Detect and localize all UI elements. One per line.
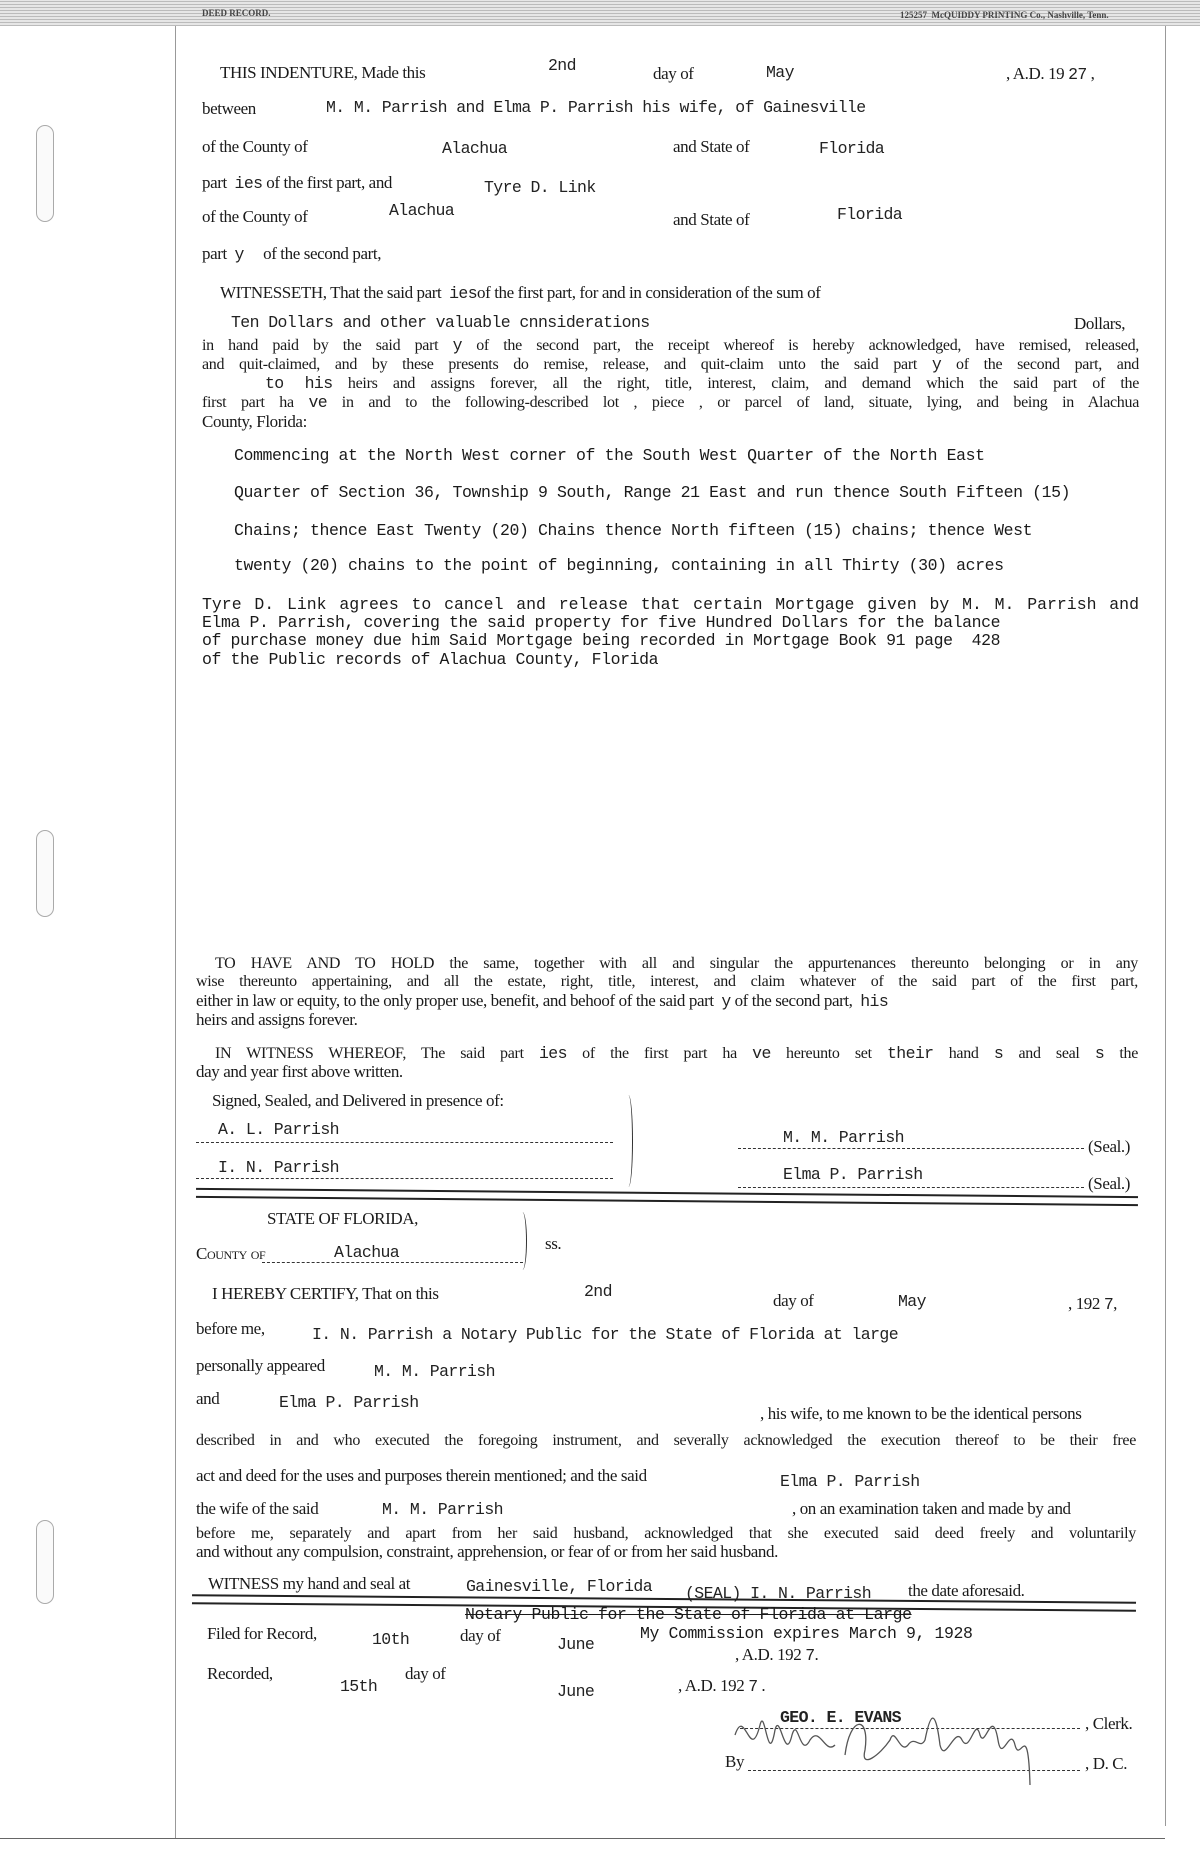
typed-entry: Elma P. Parrish bbox=[780, 1472, 920, 1491]
printed-text: and State of bbox=[673, 137, 750, 156]
text-line-c4b bbox=[279, 1393, 419, 1412]
printed-text: of the first part, for and in consideration of the sum of bbox=[477, 283, 821, 302]
text-line-c8 bbox=[196, 1525, 1136, 1543]
printed-text: Elma P. Parrish, covering the said property for five Hundred Dollars for the balance bbox=[202, 613, 1001, 632]
typed-entry: 10th bbox=[372, 1630, 410, 1649]
text-line-c2b bbox=[312, 1325, 898, 1344]
text-line-l6 bbox=[202, 245, 381, 264]
printed-text: between bbox=[202, 99, 256, 118]
left-margin-rule bbox=[175, 26, 176, 1838]
printed-text: , Clerk. bbox=[1085, 1714, 1133, 1733]
typed-entry: y bbox=[721, 992, 731, 1011]
printed-text: hand bbox=[948, 1045, 994, 1062]
typed-entry: Tyre D. Link bbox=[484, 178, 596, 197]
printed-text: Commencing at the North West corner of the South West Quarter of the North East bbox=[234, 446, 985, 465]
typed-entry: 7 bbox=[805, 1646, 815, 1665]
text-line-c7a bbox=[196, 1500, 318, 1518]
printed-text: THIS INDENTURE, Made this bbox=[220, 63, 426, 82]
bottom-rule bbox=[0, 1838, 1165, 1839]
text-line-r1c bbox=[405, 1665, 446, 1683]
printed-text: DEED RECORD. bbox=[202, 8, 271, 18]
text-line-w2 bbox=[196, 1063, 403, 1081]
printed-text: IN WITNESS WHEREOF, The said part bbox=[215, 1045, 539, 1062]
text-line-l8a bbox=[231, 313, 650, 332]
text-line-c4c bbox=[760, 1405, 1081, 1423]
printed-text: , A.D. 192 bbox=[678, 1676, 749, 1695]
text-line-l4a bbox=[202, 174, 392, 193]
text-line-s1 bbox=[212, 1092, 504, 1110]
text-line-c6b bbox=[780, 1472, 920, 1491]
text-line-h4 bbox=[196, 1011, 357, 1029]
printed-text: day and year first above written. bbox=[196, 1062, 403, 1081]
grantor-signature-line bbox=[738, 1148, 1084, 1149]
county-line bbox=[262, 1262, 523, 1263]
text-line-l3a bbox=[202, 138, 308, 156]
printed-text: twenty (20) chains to the point of beginning, containing in all Thirty (30) acres bbox=[234, 556, 1004, 575]
text-line-clerk-name bbox=[780, 1708, 901, 1727]
typed-entry: M. M. Parrish and Elma P. Parrish his wife, of Gainesville bbox=[326, 98, 866, 117]
typed-entry: I. N. Parrish a Notary Public for the State of Florida at large bbox=[312, 1325, 899, 1344]
text-line-l3b bbox=[442, 139, 507, 158]
printed-text: part bbox=[202, 173, 235, 192]
grantor-signature-line bbox=[738, 1187, 1084, 1188]
printed-text: hereunto set bbox=[786, 1045, 887, 1062]
witness-signature-line bbox=[196, 1178, 613, 1179]
printed-text: ss. bbox=[545, 1234, 562, 1253]
text-line-n2 bbox=[640, 1625, 973, 1643]
text-line-county-val bbox=[334, 1243, 399, 1262]
text-line-d3 bbox=[234, 522, 1032, 540]
printed-text: 125257 McQUIDDY PRINTING Co., Nashville, Tenn. bbox=[900, 10, 1109, 20]
typed-entry: 7 bbox=[1103, 1295, 1114, 1314]
printed-text: in and to the following-described lot , piece , or parcel of land, situate, lying, and being in Alachua bbox=[341, 394, 1139, 411]
printed-text: STATE OF FLORIDA, bbox=[267, 1209, 418, 1228]
text-line-c7c bbox=[792, 1500, 1071, 1518]
text-line-r1e bbox=[678, 1677, 765, 1696]
printed-text: either in law or equity, to the only proper use, benefit, and behoof of the said part bbox=[196, 991, 722, 1010]
printed-text: in hand paid by the said part bbox=[202, 337, 453, 354]
printed-text: before me, bbox=[196, 1319, 265, 1338]
text-line-c10b bbox=[466, 1577, 652, 1596]
text-line-c10a bbox=[208, 1575, 410, 1593]
typed-entry: 2nd bbox=[548, 56, 576, 75]
typed-entry: 15th bbox=[340, 1677, 378, 1696]
text-line-p2 bbox=[202, 356, 1139, 374]
right-margin-rule bbox=[1165, 26, 1166, 1826]
text-line-c10c bbox=[685, 1584, 871, 1603]
printed-text: day of bbox=[773, 1291, 814, 1310]
text-line-l3d bbox=[819, 139, 884, 158]
printed-text: (Seal.) bbox=[1088, 1137, 1131, 1156]
text-line-c4a bbox=[196, 1390, 219, 1408]
printed-text: Dollars, bbox=[1074, 314, 1126, 333]
printed-text: heirs and assigns forever. bbox=[196, 1010, 358, 1029]
section-divider bbox=[196, 1188, 1138, 1206]
printed-text: day of bbox=[653, 64, 694, 83]
text-line-l1d bbox=[766, 63, 794, 82]
typed-entry: Elma P. Parrish bbox=[279, 1393, 419, 1412]
typed-entry: 27 bbox=[1068, 65, 1087, 84]
text-line-county bbox=[196, 1245, 265, 1263]
text-line-n1 bbox=[465, 1606, 912, 1624]
typed-entry: to his bbox=[265, 374, 333, 393]
printed-text: of the second part, the receipt whereof is hereby acknowledged, have remised, released, bbox=[476, 337, 1139, 354]
text-line-l7 bbox=[220, 284, 821, 303]
printed-text: of the second part, bbox=[243, 244, 382, 263]
text-line-seal1 bbox=[1088, 1138, 1130, 1156]
text-line-r1a bbox=[207, 1665, 273, 1683]
text-line-hdr-left bbox=[202, 8, 271, 19]
typed-entry: M. M. Parrish bbox=[783, 1128, 904, 1147]
text-line-c10d bbox=[908, 1582, 1025, 1600]
typed-entry: his bbox=[860, 992, 889, 1011]
printed-text: (Seal.) bbox=[1088, 1174, 1131, 1193]
typed-entry: ies bbox=[449, 284, 477, 303]
text-line-clerk-label bbox=[1085, 1715, 1132, 1733]
printed-text: My Commission expires March 9, 1928 bbox=[640, 1624, 973, 1643]
text-line-l5c bbox=[673, 211, 749, 229]
text-line-l3c bbox=[673, 138, 749, 156]
typed-entry: s bbox=[1094, 1044, 1105, 1063]
text-line-ss bbox=[545, 1235, 561, 1253]
text-line-w1 bbox=[215, 1045, 1138, 1063]
text-line-c9 bbox=[196, 1543, 778, 1561]
text-line-seal2 bbox=[1088, 1175, 1130, 1193]
printed-text: the date aforesaid. bbox=[908, 1581, 1025, 1600]
text-line-h2 bbox=[196, 973, 1138, 991]
printed-text: of the County of bbox=[202, 207, 308, 226]
text-line-p3 bbox=[265, 375, 1139, 393]
printed-text: of purchase money due him Said Mortgage being recorded in Mortgage Book 91 page 428 bbox=[202, 631, 1001, 650]
text-line-c1d bbox=[898, 1292, 926, 1311]
typed-entry: 7 bbox=[748, 1677, 758, 1696]
text-line-c1b bbox=[584, 1282, 612, 1301]
printed-text: I HEREBY CERTIFY, That on this bbox=[212, 1284, 439, 1303]
printed-text: TO HAVE AND TO HOLD the same, together with all and singular the appurtenances thereunto belonging or in any bbox=[215, 955, 1138, 972]
text-line-m2 bbox=[202, 614, 1000, 632]
text-line-sig2 bbox=[783, 1165, 923, 1184]
text-line-m3 bbox=[202, 632, 1000, 650]
typed-entry: 2nd bbox=[584, 1282, 612, 1301]
text-line-l1a bbox=[220, 64, 425, 82]
typed-entry: A. L. Parrish bbox=[218, 1120, 339, 1139]
printed-text: Signed, Sealed, and Delivered in presence of: bbox=[212, 1091, 504, 1110]
printed-text: wise thereunto appertaining, and all the estate, right, title, interest, and claim whatever of the said part of the first part, bbox=[196, 973, 1138, 990]
text-line-l1e bbox=[1006, 65, 1094, 84]
text-line-c5 bbox=[196, 1432, 1136, 1450]
text-line-wit2 bbox=[218, 1158, 339, 1177]
text-line-f1e bbox=[735, 1646, 818, 1665]
typed-entry: y bbox=[931, 355, 942, 374]
printed-text: first part ha bbox=[202, 394, 309, 411]
printed-text: day of bbox=[460, 1626, 501, 1645]
text-line-p1 bbox=[202, 337, 1139, 355]
text-line-c1e bbox=[1068, 1295, 1117, 1314]
typed-entry: Alachua bbox=[442, 139, 508, 158]
printed-text: Filed for Record, bbox=[207, 1624, 317, 1643]
text-line-wit1 bbox=[218, 1120, 339, 1139]
text-line-f1a bbox=[207, 1625, 317, 1643]
binder-hole bbox=[36, 125, 54, 222]
typed-entry: Ten Dollars and other valuable cnnsiderations bbox=[231, 313, 650, 332]
typed-entry: Alachua bbox=[389, 201, 455, 220]
text-line-c6a bbox=[196, 1467, 647, 1485]
printed-text: , D. C. bbox=[1085, 1754, 1128, 1773]
text-line-c3b bbox=[374, 1362, 495, 1381]
text-line-state bbox=[267, 1210, 418, 1228]
printed-text: , bbox=[1113, 1294, 1118, 1313]
typed-entry: ies bbox=[538, 1044, 567, 1063]
printed-text: before me, separately and apart from her said husband, acknowledged that she executed said deed freely and voluntarily bbox=[196, 1525, 1136, 1542]
text-line-by bbox=[725, 1753, 744, 1771]
typed-entry: y bbox=[452, 336, 462, 355]
text-line-l2b bbox=[326, 98, 866, 117]
text-line-h1 bbox=[215, 955, 1138, 973]
printed-text: County, Florida: bbox=[202, 412, 307, 431]
text-line-c1a bbox=[212, 1285, 439, 1303]
text-line-p4 bbox=[202, 394, 1139, 412]
text-line-l5a bbox=[202, 208, 308, 226]
text-line-c2a bbox=[196, 1320, 265, 1338]
typed-entry: GEO. E. EVANS bbox=[780, 1708, 901, 1727]
printed-text: and without any compulsion, constraint, apprehension, or fear of or from her said husband. bbox=[196, 1542, 778, 1561]
text-line-m4 bbox=[202, 651, 658, 669]
text-line-l1b bbox=[548, 56, 576, 75]
typed-entry: M. M. Parrish bbox=[374, 1362, 495, 1381]
text-line-r1d bbox=[557, 1682, 594, 1701]
printed-text: of the first part ha bbox=[582, 1045, 753, 1062]
binder-hole bbox=[36, 830, 54, 917]
text-line-m1 bbox=[202, 596, 1139, 614]
printed-text: , A.D. 19 bbox=[1006, 64, 1069, 83]
printed-text: . bbox=[757, 1676, 766, 1695]
typed-entry: May bbox=[766, 63, 794, 82]
text-line-f1d bbox=[557, 1635, 594, 1654]
text-line-f1c bbox=[460, 1627, 501, 1645]
brace bbox=[624, 1095, 633, 1187]
printed-text: of the second part, and bbox=[956, 356, 1139, 373]
printed-text: By bbox=[725, 1752, 745, 1771]
printed-text: part bbox=[202, 244, 235, 263]
printed-text: and quit-claimed, and by these presents do remise, release, and quit-claim unto the said part bbox=[202, 356, 932, 373]
typed-entry: Florida bbox=[819, 139, 885, 158]
printed-text: Chains; thence East Twenty (20) Chains thence North fifteen (15) chains; thence West bbox=[234, 521, 1033, 540]
text-line-c3a bbox=[196, 1357, 325, 1375]
typed-entry: y bbox=[234, 245, 244, 264]
text-line-c7b bbox=[382, 1500, 503, 1519]
printed-text: Notary Public for the State of Florida at Large bbox=[465, 1605, 912, 1624]
typed-entry: Alachua bbox=[334, 1243, 400, 1262]
typed-entry: (SEAL) I. N. Parrish bbox=[685, 1584, 872, 1603]
printed-text: Recorded, bbox=[207, 1664, 273, 1683]
typed-entry: Florida bbox=[837, 205, 903, 224]
typed-entry: Elma P. Parrish bbox=[783, 1165, 923, 1184]
printed-text: , A.D. 192 bbox=[735, 1645, 806, 1664]
typed-entry: June bbox=[557, 1682, 595, 1701]
printed-text: Quarter of Section 36, Township 9 South, Range 21 East and run thence South Fifteen (15) bbox=[234, 483, 1071, 502]
printed-text: the wife of the said bbox=[196, 1499, 319, 1518]
printed-text: of the second part, bbox=[730, 991, 861, 1010]
text-line-f1b bbox=[372, 1630, 409, 1649]
witness-signature-line bbox=[196, 1142, 613, 1143]
text-line-l4b bbox=[484, 178, 596, 197]
printed-text: day of bbox=[405, 1664, 446, 1683]
typed-entry: ve bbox=[308, 393, 328, 412]
printed-text: WITNESS my hand and seal at bbox=[208, 1574, 411, 1593]
printed-text: and State of bbox=[673, 210, 750, 229]
printed-text: personally appeared bbox=[196, 1356, 325, 1375]
text-line-l2a bbox=[202, 100, 256, 118]
printed-text: . bbox=[814, 1645, 819, 1664]
printed-text: of the first part, and bbox=[262, 173, 393, 192]
text-line-l8b bbox=[1074, 315, 1125, 333]
typed-entry: ies bbox=[234, 174, 263, 193]
printed-text: the bbox=[1119, 1045, 1139, 1062]
text-line-r1b bbox=[340, 1677, 377, 1696]
text-line-p5 bbox=[202, 413, 307, 431]
printed-text: , his wife, to me known to be the identical persons bbox=[760, 1404, 1082, 1423]
text-line-l5b bbox=[389, 201, 454, 220]
typed-entry: their bbox=[886, 1044, 934, 1063]
typed-entry: M. M. Parrish bbox=[382, 1500, 503, 1519]
typed-entry: s bbox=[993, 1044, 1004, 1063]
text-line-hdr-right bbox=[900, 10, 1109, 21]
printed-text: and seal bbox=[1018, 1045, 1095, 1062]
typed-entry: May bbox=[898, 1292, 926, 1311]
printed-text: of the Public records of Alachua County, Florida bbox=[202, 650, 659, 669]
printed-text: and bbox=[196, 1389, 220, 1408]
printed-text: , bbox=[1086, 64, 1095, 83]
typed-entry: ve bbox=[752, 1044, 771, 1063]
text-line-l5d bbox=[837, 205, 902, 224]
printed-text: County of bbox=[196, 1244, 266, 1263]
printed-text: , 192 bbox=[1068, 1294, 1104, 1313]
text-line-dc-label bbox=[1085, 1755, 1127, 1773]
typed-entry: June bbox=[557, 1635, 595, 1654]
text-line-h3 bbox=[196, 992, 888, 1011]
printed-text: Tyre D. Link agrees to cancel and release that certain Mortgage given by M. M. Parrish and bbox=[202, 595, 1139, 614]
text-line-l1c bbox=[653, 65, 694, 83]
printed-text: heirs and assigns forever, all the right, title, interest, claim, and demand which the said part of the bbox=[347, 375, 1140, 392]
text-line-c1c bbox=[773, 1292, 814, 1310]
printed-text: of the County of bbox=[202, 137, 308, 156]
text-line-sig1 bbox=[783, 1128, 904, 1147]
printed-text: act and deed for the uses and purposes therein mentioned; and the said bbox=[196, 1466, 647, 1485]
text-line-d2 bbox=[234, 484, 1070, 502]
binder-hole bbox=[36, 1520, 54, 1604]
typed-entry: Gainesville, Florida bbox=[466, 1577, 653, 1596]
printed-text: WITNESSETH, That the said part bbox=[220, 283, 450, 302]
printed-text: described in and who executed the foregoing instrument, and severally acknowledged the execution thereof to be their free bbox=[196, 1432, 1136, 1449]
typed-entry: I. N. Parrish bbox=[218, 1158, 339, 1177]
text-line-d1 bbox=[234, 447, 985, 465]
text-line-d4 bbox=[234, 557, 1004, 575]
brace bbox=[518, 1212, 527, 1270]
printed-text: , on an examination taken and made by and bbox=[792, 1499, 1071, 1518]
